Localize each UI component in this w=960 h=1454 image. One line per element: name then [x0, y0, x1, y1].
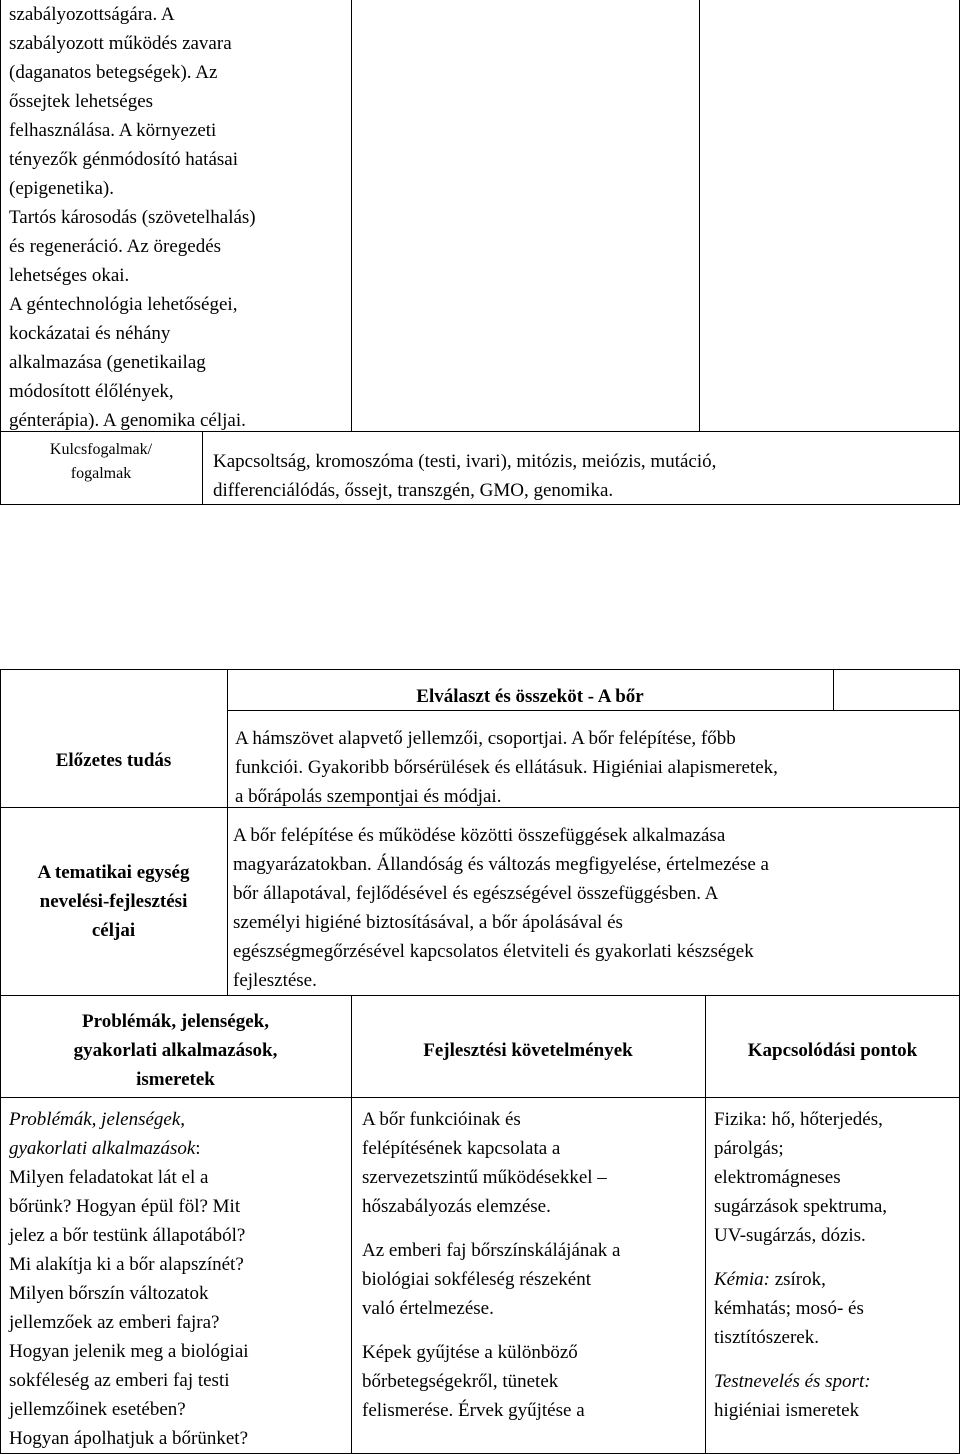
col-header-problems: Problémák, jelenségek, gyakorlati alkalmazások, ismeretek: [73, 1011, 278, 1090]
prior-knowledge-text: A hámszövet alapvető jellemzői, csoportjai. A bőr felépítése, főbb funkciói. Gyakoribb bőrsérülések és ellátásuk. Higiéniai alapismeretek, a bőrápolás szempontjai és módjai.: [235, 728, 778, 807]
col-header-connections: Kapcsolódási pontok: [747, 1040, 918, 1061]
col1-body: [9, 1105, 349, 1453]
col3-body: [714, 1105, 958, 1425]
unit-title: Elválaszt és összeköt - A bőr: [416, 686, 644, 707]
goals-text: A bőr felépítése és működése közötti összefüggések alkalmazása magyarázatokban. Állandóság és változás megfigyelése, értelmezése a bőr állapotával, fejlődésével és egészségével összefüggésben. A személyi higiéné biztosításával, a bőr ápolásával és egészségmegőrzésével kapcsolatos életviteli és gyakorlati készségek fejlesztése.: [233, 825, 769, 991]
col2-body: [362, 1105, 704, 1425]
col1-text: Milyen feladatokat lát el a bőrünk? Hogyan épül föl? Mit jelez a bőr testünk állapotából? Mi alakítja ki a bőr alapszínét? Milyen bőrszín változatok jellemzőek az emberi fajra? Hogyan jelenik meg a biológiai sokféleség az emberi faj testi jellemzőinek esetében? Hogyan ápolhatjuk a bőrünket?: [9, 1167, 249, 1449]
col3-chemistry-label: Kémia:: [714, 1269, 770, 1290]
col-header-requirements: Fejlesztési követelmények: [423, 1040, 633, 1061]
col2-para2: Az emberi faj bőrszínskálájának a biológiai sokféleség részeként való értelmezése.: [362, 1240, 621, 1319]
col2-para1: A bőr funkcióinak és felépítésének kapcsolata a szervezetszintű működésekkel – hőszabályozás elemzése.: [362, 1109, 607, 1217]
col3-pe-text: higiéniai ismeretek: [714, 1400, 860, 1421]
col3-chemistry-text: zsírok, kémhatás; mosó- és tisztítószerek.: [714, 1269, 864, 1348]
col3-para2: [714, 1265, 958, 1352]
col3-para1: Fizika: hő, hőterjedés, párolgás; elektromágneses sugárzások spektruma, UV-sugárzás, dózis.: [714, 1109, 888, 1246]
goals-label: A tematikai egység nevelési-fejlesztési céljai: [37, 862, 190, 941]
top-left-cell-text: szabályozottságára. A szabályozott működés zavara (daganatos betegségek). Az őssejtek lehetséges felhasználása. A környezeti tényezők génmódosító hatásai (epigenetika). Tartós károsodás (szövetelhalás) és regeneráció. Az öregedés lehetséges okai. A géntechnológia lehetőségei, kockázatai és néhány alkalmazása (genetikailag módosított élőlények, génterápia). A genomika céljai.: [9, 4, 256, 431]
col3-para3: [714, 1367, 958, 1425]
col3-pe-label: Testnevelés és sport:: [714, 1371, 871, 1392]
prior-knowledge-label: Előzetes tudás: [55, 750, 172, 771]
col1-lead-line: [9, 1105, 349, 1163]
col2-para3: Képek gyűjtése a különböző bőrbetegségekről, tünetek felismerése. Érvek gyűjtése a: [362, 1342, 585, 1421]
key-concepts-text: Kapcsoltság, kromoszóma (testi, ivari), mitózis, meiózis, mutáció, differenciálódás, őssejt, transzgén, GMO, genomika.: [213, 451, 717, 501]
key-concepts-label: Kulcsfogalmak/ fogalmak: [49, 441, 153, 482]
col1-colon: :: [195, 1138, 201, 1159]
col1-italic-lead: Problémák, jelenségek, gyakorlati alkalmazások: [9, 1109, 196, 1159]
